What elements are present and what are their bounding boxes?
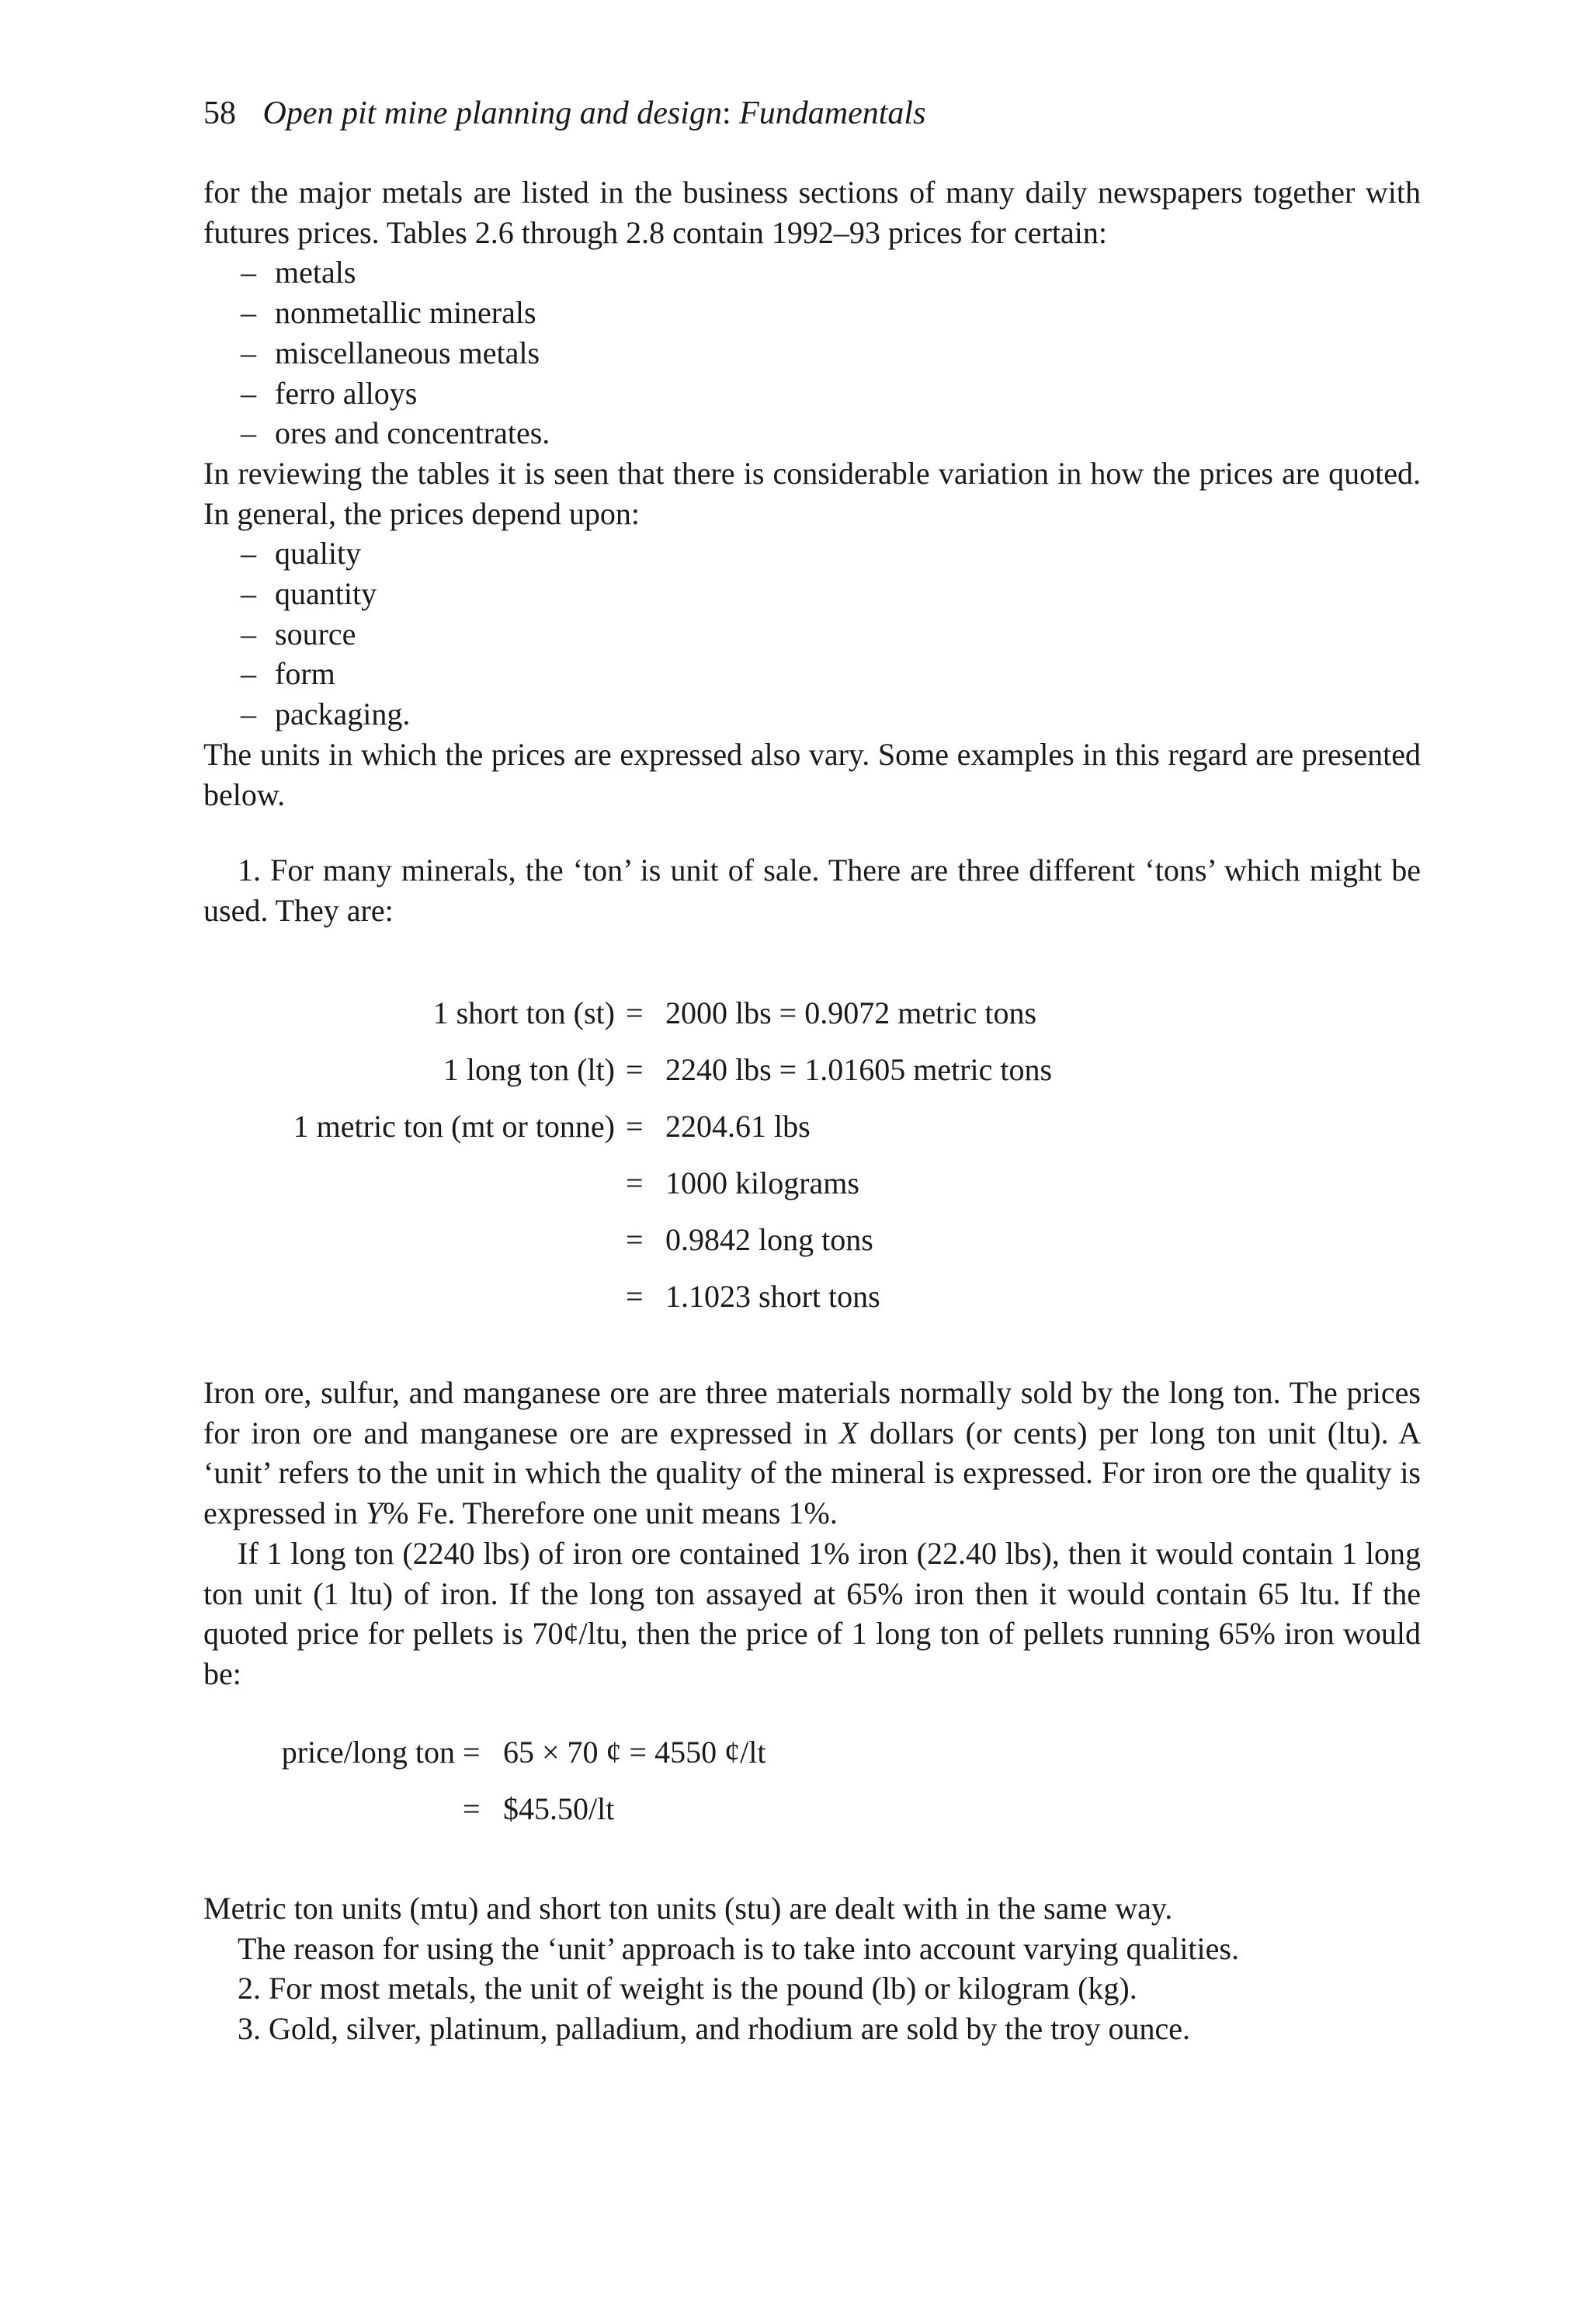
text-block-item-1 <box>203 850 1421 930</box>
list-item <box>203 654 1421 694</box>
list-item <box>203 293 1421 333</box>
equation-row <box>0 1733 1590 1772</box>
text-block-long-ton <box>203 1373 1421 1694</box>
equals-sign: = <box>626 1165 644 1200</box>
equals-sign: = <box>463 1791 481 1826</box>
list-item-text: quality <box>275 536 362 571</box>
list-dash: – <box>241 536 256 571</box>
paragraph-long-ton-unit <box>203 1373 1421 1534</box>
list-item-text: quantity <box>275 576 377 612</box>
list-dash: – <box>241 656 256 692</box>
equals-sign: = <box>626 1222 644 1257</box>
equation-array-tons <box>0 994 1590 1336</box>
list-dash: – <box>241 335 256 370</box>
list-item <box>203 373 1421 414</box>
list-dash: – <box>241 697 256 732</box>
list-dash: – <box>241 375 256 411</box>
equation-rhs: 2204.61 lbs <box>665 1109 811 1144</box>
paragraph-mtu-stu: Metric ton units (mtu) and short ton units (stu) are dealt with in the same way. <box>203 1891 1173 1926</box>
list-item-text: ores and concentrates. <box>275 415 550 451</box>
paragraph-text: dollars (or cents) per long ton unit (ltu). A ‘unit’ refers to the unit in which the quality of the mineral is expressed. For iron ore the quality is expressed in <box>203 1415 1422 1531</box>
list-item-text: source <box>275 616 356 651</box>
equation-rhs: 1000 kilograms <box>665 1165 859 1200</box>
list-item <box>203 574 1421 614</box>
equation-array-price <box>0 1733 1590 1834</box>
equation-row <box>0 1221 1590 1259</box>
list-dash: – <box>241 616 256 651</box>
paragraph-prices-intro: for the major metals are listed in the business sections of many daily newspapers together with futures prices. Tables 2.6 through 2.8 contain 1992–93 prices for certain: <box>203 175 1421 250</box>
equation-rhs: 1.1023 short tons <box>665 1279 880 1314</box>
equation-row <box>0 1277 1590 1316</box>
page-number: 58 <box>203 96 236 131</box>
paragraph-price-variation: In reviewing the tables it is seen that there is considerable variation in how the prices are quoted. In general, the prices depend upon: <box>203 455 1421 531</box>
equation-rhs: 2000 lbs = 0.9072 metric tons <box>665 995 1037 1030</box>
equals-sign: = <box>626 1279 644 1314</box>
list-item <box>203 614 1421 655</box>
variable-y: Y <box>365 1495 384 1531</box>
list-item-text: ferro alloys <box>275 375 418 411</box>
list-item <box>203 252 1421 293</box>
equation-row <box>0 1107 1590 1146</box>
list-dash: – <box>241 576 256 612</box>
list-dash: – <box>241 295 256 331</box>
equation-row <box>0 1164 1590 1203</box>
equation-rhs: $45.50/lt <box>503 1791 615 1826</box>
list-item-text: miscellaneous metals <box>275 335 540 370</box>
list-price-factors <box>203 533 1421 735</box>
paragraph-item-3: 3. Gold, silver, platinum, palladium, and rhodium are sold by the troy ounce. <box>238 2011 1191 2047</box>
text-block-bottom <box>203 1888 1421 2049</box>
list-item-text: packaging. <box>275 697 411 732</box>
book-title <box>263 96 926 131</box>
list-item-text: metals <box>275 255 356 290</box>
book-title-sub: Fundamentals <box>739 96 926 131</box>
equation-lhs: price/long ton <box>281 1735 455 1770</box>
book-title-colon: : <box>721 96 731 131</box>
paragraph-iron-ore-example: If 1 long ton (2240 lbs) of iron ore contained 1% iron (22.40 lbs), then it would contain 1 long ton unit (1 ltu) of iron. If the long ton assayed at 65% iron then it would contain 65 ltu. If the quoted price for pellets is 70¢/ltu, then the price of 1 long ton of pellets running 65% iron would be: <box>203 1535 1421 1691</box>
paragraph-unit-reason: The reason for using the ‘unit’ approach is to take into account varying qualities. <box>238 1930 1239 1966</box>
equation-rhs: 65 × 70 ¢ = 4550 ¢/lt <box>503 1735 766 1770</box>
list-dash: – <box>241 415 256 451</box>
list-price-categories <box>203 252 1421 453</box>
list-dash: – <box>241 255 256 290</box>
paragraph-units-vary: The units in which the prices are expressed also vary. Some examples in this regard are presented below. <box>203 736 1421 812</box>
running-header <box>203 90 925 137</box>
paragraph-text: Iron ore, sulfur, and manganese ore are three materials normally sold by the long ton. The prices for iron ore and manganese ore are expressed in <box>203 1375 1421 1450</box>
equals-sign: = <box>463 1735 481 1770</box>
text-block-top <box>203 172 1421 815</box>
equation-lhs: 1 metric ton (mt or tonne) <box>293 1109 615 1144</box>
book-title-main: Open pit mine planning and design <box>262 96 722 131</box>
equation-rhs: 0.9842 long tons <box>665 1222 873 1257</box>
list-item <box>203 533 1421 574</box>
list-item-text: form <box>275 656 335 692</box>
paragraph-item-2: 2. For most metals, the unit of weight is the pound (lb) or kilogram (kg). <box>238 1971 1137 2006</box>
paragraph-ton-units: 1. For many minerals, the ‘ton’ is unit of sale. There are three different ‘tons’ which might be used. They are: <box>203 853 1421 928</box>
equation-lhs: 1 long ton (lt) <box>443 1052 615 1087</box>
equation-row <box>0 1790 1590 1829</box>
variable-x: X <box>838 1415 859 1450</box>
equals-sign: = <box>626 1052 644 1087</box>
list-item <box>203 413 1421 453</box>
paragraph-text: % Fe. Therefore one unit means 1%. <box>383 1495 838 1531</box>
equals-sign: = <box>626 995 644 1030</box>
equation-row <box>0 1051 1590 1089</box>
equation-rhs: 2240 lbs = 1.01605 metric tons <box>665 1052 1053 1087</box>
equals-sign: = <box>626 1109 644 1144</box>
list-item-text: nonmetallic minerals <box>275 295 536 331</box>
list-item <box>203 694 1421 735</box>
equation-row <box>0 994 1590 1033</box>
list-item <box>203 333 1421 373</box>
equation-lhs: 1 short ton (st) <box>432 995 615 1030</box>
